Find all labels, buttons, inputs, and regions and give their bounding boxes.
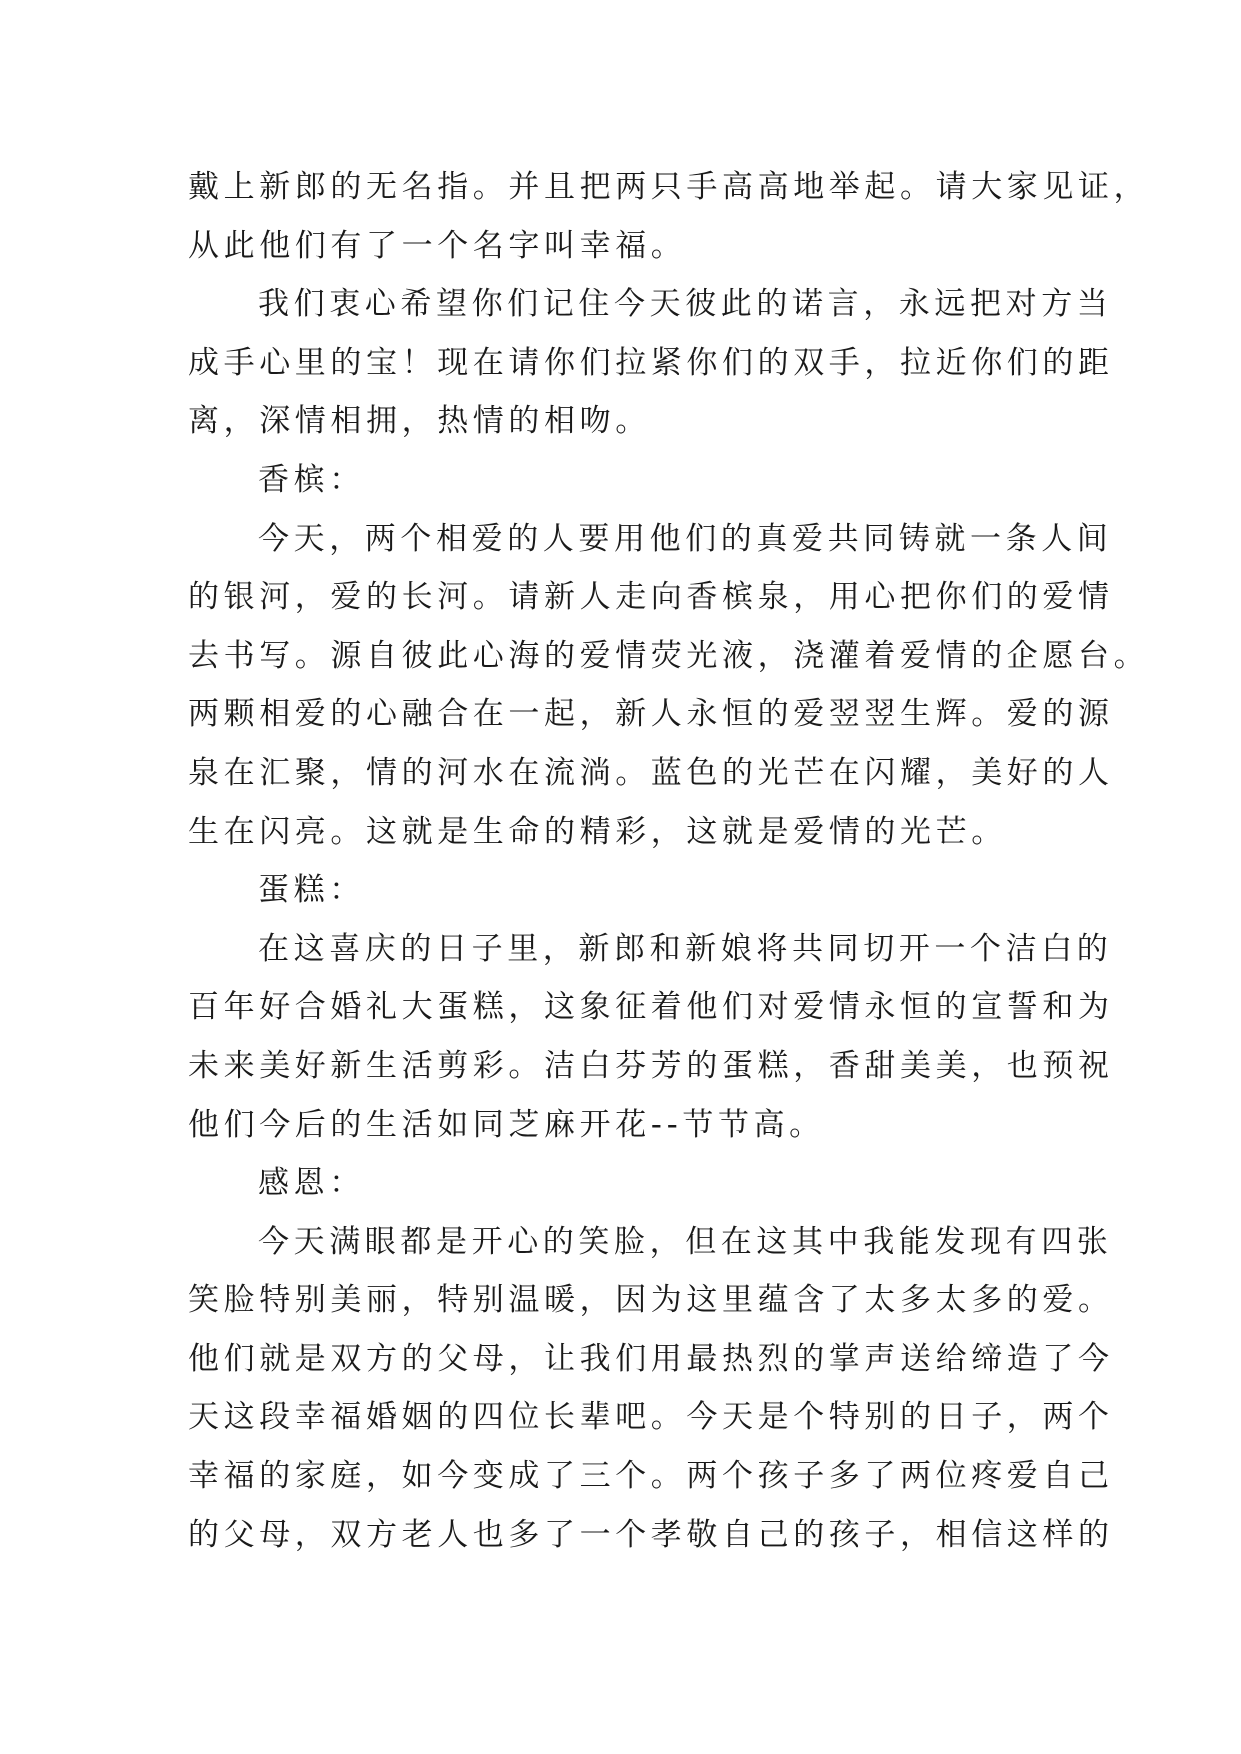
- text-line: 戴上新郎的无名指。并且把两只手高高地举起。请大家见证，: [188, 169, 1150, 205]
- paragraph-start-line: 今天，两个相爱的人要用他们的真爱共同铸就一条人间: [258, 520, 1113, 557]
- text-line: 生在闪亮。这就是生命的精彩，这就是爱情的光芒。: [188, 813, 1007, 850]
- paragraph-start-line: 我们衷心希望你们记住今天彼此的诺言，永远把对方当: [258, 286, 1113, 323]
- text-line: 他们就是双方的父母，让我们用最热烈的掌声送给缔造了今: [188, 1340, 1114, 1377]
- text-line: 笑脸特别美丽，特别温暖，因为这里蕴含了太多太多的爱。: [188, 1282, 1114, 1319]
- text-line: 泉在汇聚，情的河水在流淌。蓝色的光芒在闪耀，美好的人: [188, 754, 1114, 791]
- text-line: 的父母，双方老人也多了一个孝敬自己的孩子，相信这样的: [188, 1516, 1114, 1553]
- paragraph-start-line: 在这喜庆的日子里，新郎和新娘将共同切开一个洁白的: [258, 930, 1113, 967]
- text-line: 去书写。源自彼此心海的爱情荧光液，浇灌着爱情的企愿台。: [188, 637, 1150, 674]
- document-body: [188, 158, 1150, 1564]
- text-line: 百年好合婚礼大蛋糕，这象征着他们对爱情永恒的宣誓和为: [188, 989, 1114, 1026]
- text-line: 离，深情相拥，热情的相吻。: [188, 403, 651, 440]
- text-line: 的银河，爱的长河。请新人走向香槟泉，用心把你们的爱情: [188, 579, 1114, 616]
- text-line: 未来美好新生活剪彩。洁白芬芳的蛋糕，香甜美美，也预祝: [188, 1047, 1114, 1084]
- text-line: 他们今后的生活如同芝麻开花--节节高。: [188, 1106, 825, 1143]
- paragraph-start-line: 今天满眼都是开心的笑脸，但在这其中我能发现有四张: [258, 1223, 1113, 1260]
- text-line: 幸福的家庭，如今变成了三个。两个孩子多了两位疼爱自己: [188, 1458, 1114, 1495]
- text-line: 成手心里的宝！现在请你们拉紧你们的双手，拉近你们的距: [188, 344, 1114, 381]
- text-line: 天这段幸福婚姻的四位长辈吧。今天是个特别的日子，两个: [188, 1399, 1114, 1436]
- section-heading-cake: 蛋糕：: [258, 872, 365, 909]
- text-line: 从此他们有了一个名字叫幸福。: [188, 227, 687, 264]
- text-line: 两颗相爱的心融合在一起，新人永恒的爱翌翌生辉。爱的源: [188, 696, 1114, 733]
- section-heading-champagne: 香槟：: [258, 461, 365, 498]
- section-heading-gratitude: 感恩：: [258, 1165, 365, 1202]
